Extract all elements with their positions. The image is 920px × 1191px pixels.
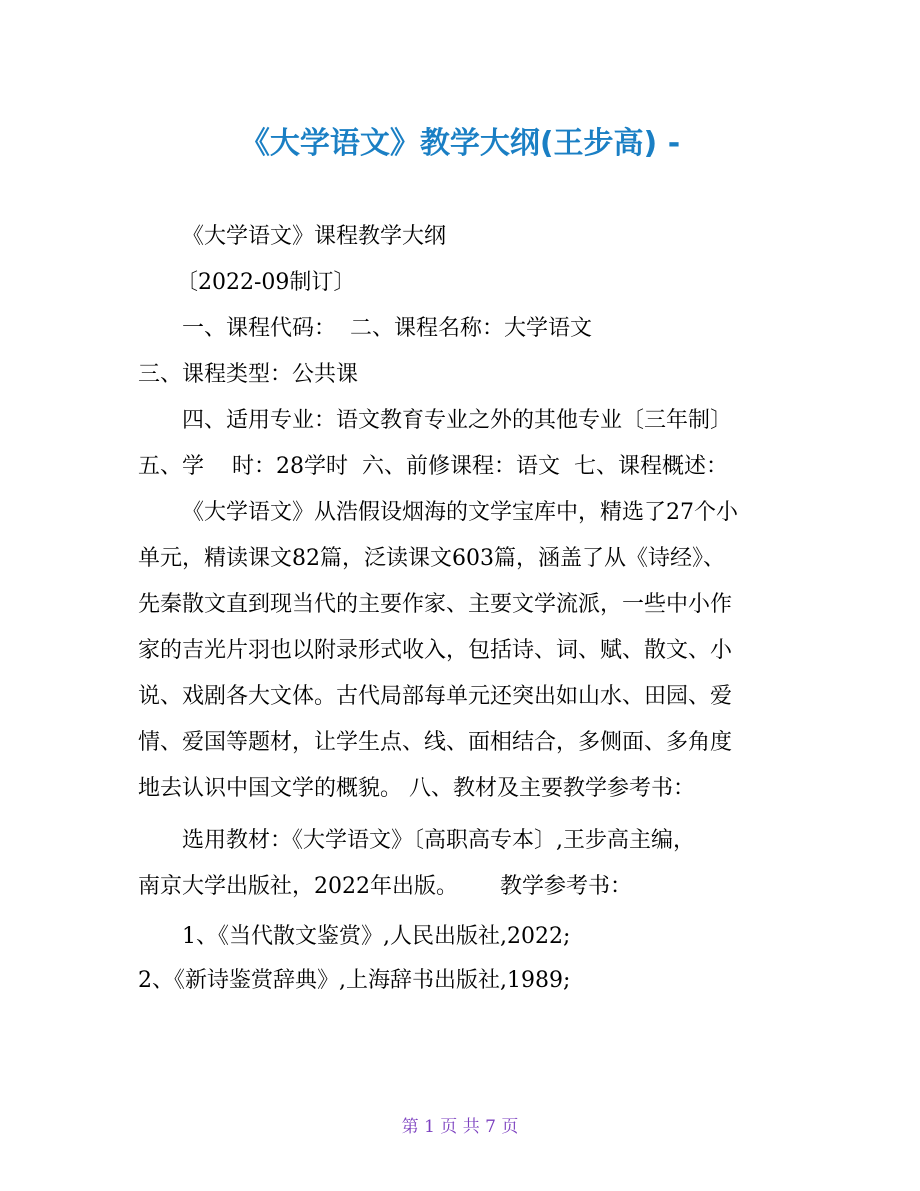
paragraph-line: 三、课程类型：公共课 bbox=[138, 362, 359, 387]
paragraph-line: 情、爱国等题材，让学生点、线、面相结合，多侧面、多角度 bbox=[138, 730, 733, 755]
revision-date: 〔2022-09制订〕 bbox=[176, 270, 356, 295]
paragraph-line: 家的吉光片羽也以附录形式收入，包括诗、词、赋、散文、小 bbox=[138, 638, 733, 663]
paragraph-line: 一、课程代码： 二、课程名称：大学语文 bbox=[182, 316, 592, 341]
paragraph-line: 南京大学出版社，2022年出版。 教学参考书： bbox=[138, 874, 632, 899]
reference-item: 2、《新诗鉴赏辞典》,上海辞书出版社,1989; bbox=[138, 968, 571, 993]
page-indicator: 第 1 页 共 7 页 bbox=[401, 1117, 519, 1137]
paragraph-line: 五、学 时：28学时 六、前修课程：语文 七、课程概述： bbox=[138, 454, 728, 479]
paragraph-line: 四、适用专业：语文教育专业之外的其他专业〔三年制〕 bbox=[182, 408, 733, 433]
paragraph-line: 选用教材：《大学语文》〔高职高专本〕,王步高主编， bbox=[182, 828, 695, 853]
syllabus-heading: 《大学语文》课程教学大纲 bbox=[182, 224, 447, 249]
reference-item: 1、《当代散文鉴赏》,人民出版社,2022; bbox=[182, 924, 571, 949]
paragraph-line: 先秦散文直到现当代的主要作家、主要文学流派，一些中小作 bbox=[138, 592, 733, 617]
paragraph-line: 单元，精读课文82篇，泛读课文603篇，涵盖了从《诗经》、 bbox=[138, 546, 725, 571]
paragraph-line: 地去认识中国文学的概貌。 八、教材及主要教学参考书： bbox=[138, 776, 695, 801]
page-title: 《大学语文》教学大纲(王步高) - bbox=[239, 126, 681, 161]
paragraph-line: 说、戏剧各大文体。古代局部每单元还突出如山水、田园、爱 bbox=[138, 684, 733, 709]
paragraph-line: 《大学语文》从浩假设烟海的文学宝库中，精选了27个小 bbox=[182, 500, 738, 525]
